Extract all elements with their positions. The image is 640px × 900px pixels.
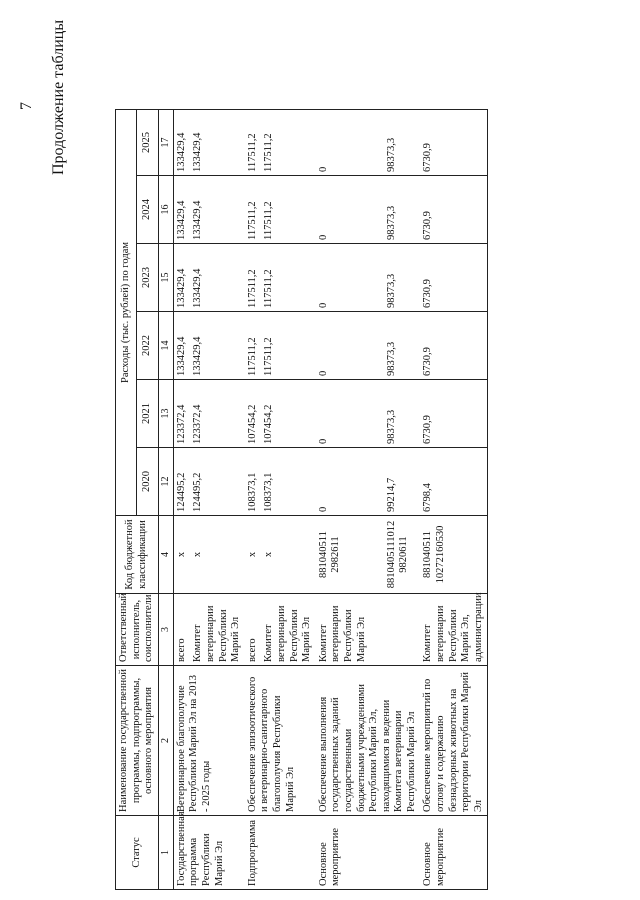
expense-value-cell: 117511,2	[245, 176, 262, 244]
expense-value-cell: 108373,1	[245, 448, 262, 516]
expense-value-cell: 0	[316, 312, 384, 380]
expense-value-cell: 133429,4	[190, 176, 244, 244]
responsible-cell: всего	[173, 594, 190, 666]
expense-value-cell: 6730,9	[420, 312, 487, 380]
column-number: 15	[158, 244, 173, 312]
expense-value-cell: 98373,3	[384, 176, 421, 244]
expense-value-cell: 107454,2	[245, 380, 262, 448]
header-year: 2020	[137, 448, 158, 516]
column-number: 14	[158, 312, 173, 380]
expense-value-cell: 107454,2	[261, 380, 315, 448]
expense-value-cell: 133429,4	[173, 312, 190, 380]
expense-value-cell: 98373,3	[384, 380, 421, 448]
expense-value-cell: 98373,3	[384, 312, 421, 380]
expense-value-cell: 6730,9	[420, 244, 487, 312]
expense-value-cell: 117511,2	[245, 109, 262, 175]
column-number: 12	[158, 448, 173, 516]
column-number: 1	[158, 816, 173, 890]
column-number: 17	[158, 109, 173, 175]
expense-value-cell: 124495,2	[190, 448, 244, 516]
table-body	[173, 109, 488, 889]
table-row	[173, 109, 190, 889]
status-cell: Государственная программа Республики Марий Эл	[173, 816, 244, 890]
table-row	[420, 109, 487, 889]
expense-value-cell: 117511,2	[245, 244, 262, 312]
expense-value-cell: 0	[316, 448, 384, 516]
column-numbers-row	[158, 109, 173, 889]
expense-value-cell: 117511,2	[261, 244, 315, 312]
responsible-cell: всего	[245, 594, 262, 666]
responsible-cell: Комитет ветеринарии Республики Марий Эл, администрации	[420, 594, 487, 666]
status-cell: Подпрограмма	[245, 816, 316, 890]
responsible-cell: Комитет ветеринарии Республики Марий Эл	[261, 594, 315, 666]
column-number: 13	[158, 380, 173, 448]
expense-value-cell: 133429,4	[173, 244, 190, 312]
expense-value-cell: 133429,4	[173, 176, 190, 244]
expense-value-cell: 108373,1	[261, 448, 315, 516]
expense-value-cell: 117511,2	[245, 312, 262, 380]
header-status: Статус	[116, 816, 159, 890]
column-number: 3	[158, 594, 173, 666]
expense-value-cell: 6730,9	[420, 380, 487, 448]
expense-value-cell: 133429,4	[173, 109, 190, 175]
expense-value-cell: 117511,2	[261, 176, 315, 244]
expense-value-cell: 6730,9	[420, 176, 487, 244]
budget-table	[115, 109, 488, 890]
header-expenses: Расходы (тыс. рублей) по годам	[116, 109, 137, 515]
expense-value-cell: 123372,4	[190, 380, 244, 448]
page-number: 7	[18, 102, 35, 110]
expense-value-cell: 124495,2	[173, 448, 190, 516]
responsible-cell	[384, 594, 421, 666]
budget-code-cell: х	[245, 516, 262, 594]
header-year: 2024	[137, 176, 158, 244]
header-year: 2022	[137, 312, 158, 380]
expense-value-cell: 6798,4	[420, 448, 487, 516]
expense-value-cell: 133429,4	[190, 244, 244, 312]
expense-value-cell: 117511,2	[261, 109, 315, 175]
header-name: Наименование государственной программы, подпрограммы, основного мероприятия	[116, 666, 159, 816]
table-row	[245, 109, 262, 889]
header-code: Код бюджетной классификации	[116, 516, 159, 594]
header-year: 2023	[137, 244, 158, 312]
column-number: 2	[158, 666, 173, 816]
program-name-cell: Обеспечение эпизоотического и ветеринарно-санитарного благополучия Республики Марий Эл	[245, 666, 316, 816]
header-responsible: Ответственный исполнитель, соисполнители	[116, 594, 159, 666]
status-cell: Основное мероприятие	[316, 816, 421, 890]
expense-value-cell: 0	[316, 244, 384, 312]
responsible-cell: Комитет ветеринарии Республики Марий Эл	[190, 594, 244, 666]
expense-value-cell: 117511,2	[261, 312, 315, 380]
program-name-cell: Обеспечение выполнения государственных заданий государственными бюджетными учреждениями Республики Марий Эл, находящимися в ведении Комитета ветеринарии Республики Марий Эл	[316, 666, 421, 816]
expense-value-cell: 98373,3	[384, 109, 421, 175]
expense-value-cell: 0	[316, 380, 384, 448]
table-row	[316, 109, 384, 889]
expense-value-cell: 133429,4	[190, 109, 244, 175]
expense-value-cell: 99214,7	[384, 448, 421, 516]
budget-code-cell: х	[190, 516, 244, 594]
expense-value-cell: 0	[316, 109, 384, 175]
status-cell: Основное мероприятие	[420, 816, 487, 890]
budget-code-cell: 881040511 10272160530	[420, 516, 487, 594]
expense-value-cell: 98373,3	[384, 244, 421, 312]
expense-value-cell: 123372,4	[173, 380, 190, 448]
column-number: 4	[158, 516, 173, 594]
expense-value-cell: 6730,9	[420, 109, 487, 175]
responsible-cell: Комитет ветеринарии Республики Марий Эл	[316, 594, 384, 666]
budget-code-cell: х	[261, 516, 315, 594]
program-name-cell: Ветеринарное благополучие Республики Марий Эл на 2013 - 2025 годы	[173, 666, 244, 816]
budget-code-cell: х	[173, 516, 190, 594]
program-name-cell: Обеспечение мероприятий по отлову и содержанию безнадзорных животных на территории Республики Марий Эл	[420, 666, 487, 816]
header-year: 2025	[137, 109, 158, 175]
continuation-caption: Продолжение таблицы	[50, 19, 67, 175]
expense-value-cell: 0	[316, 176, 384, 244]
budget-code-cell: 8810405111012 9820611	[384, 516, 421, 594]
expense-value-cell: 133429,4	[190, 312, 244, 380]
column-number: 16	[158, 176, 173, 244]
header-year: 2021	[137, 380, 158, 448]
budget-code-cell: 881040511 2982611	[316, 516, 384, 594]
